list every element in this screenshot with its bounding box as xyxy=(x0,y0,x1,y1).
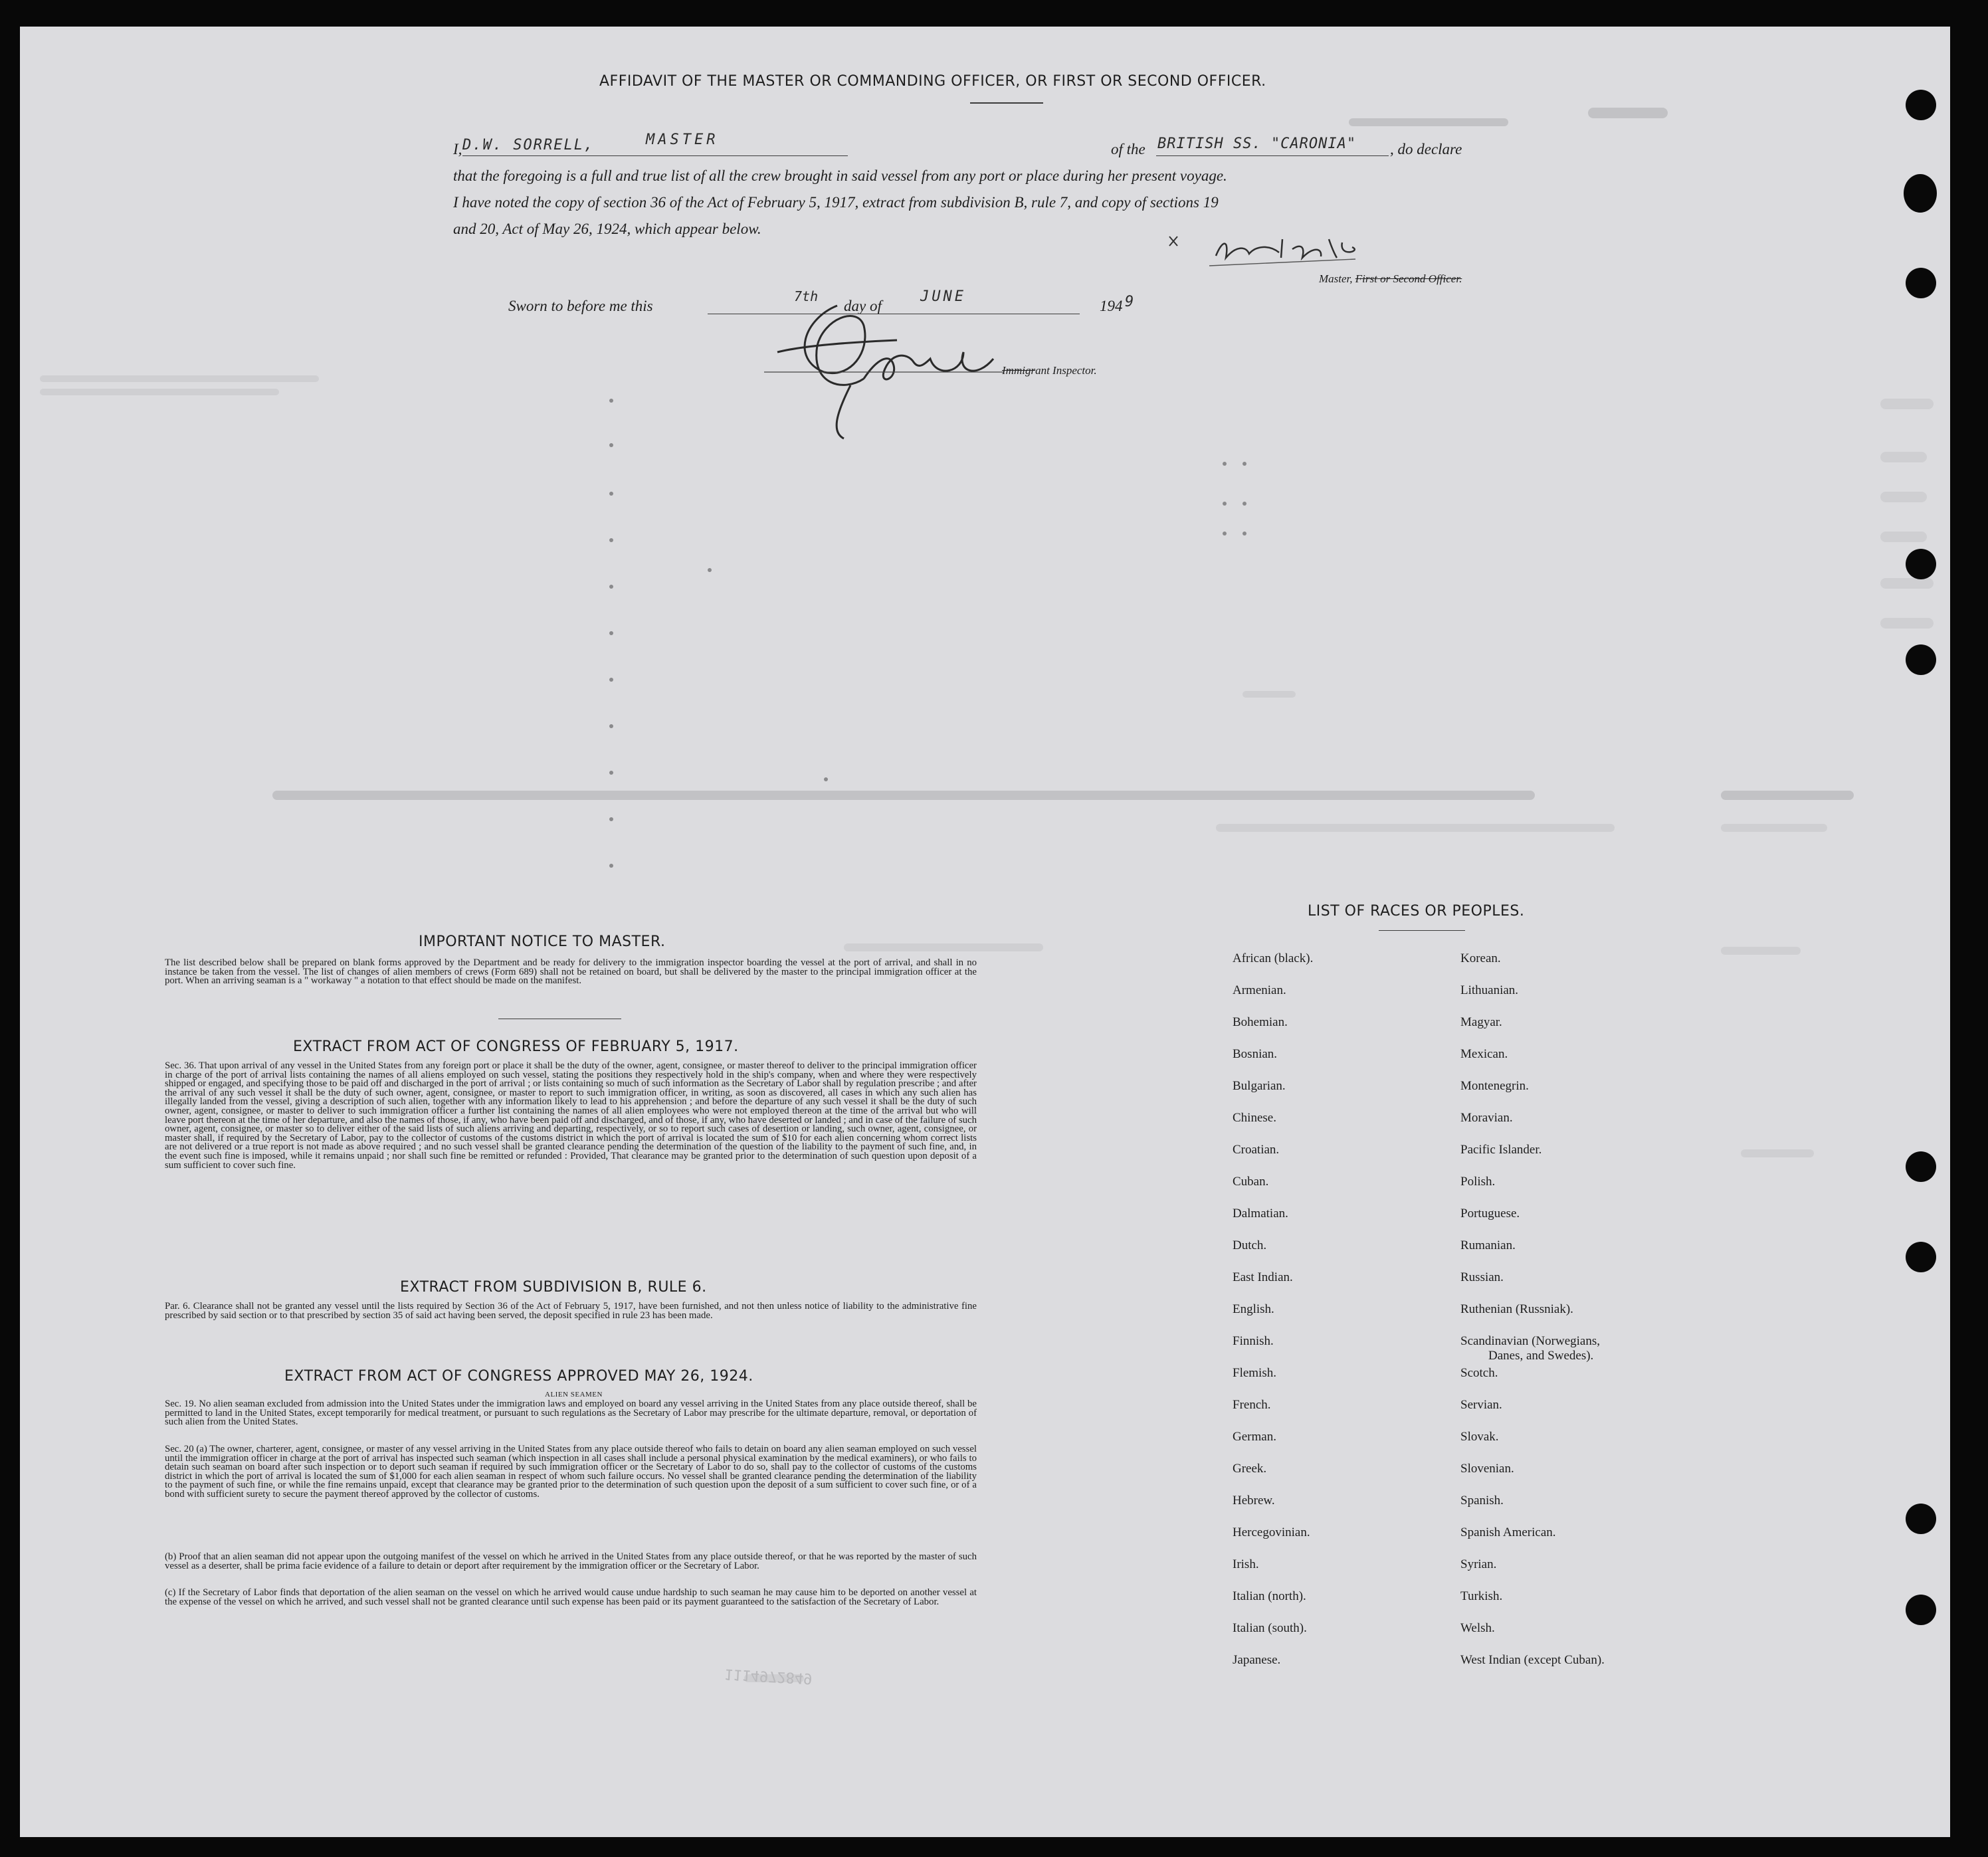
sworn-year-print: 194 xyxy=(1100,298,1123,314)
race-item: Dalmatian. xyxy=(1233,1207,1288,1221)
declaration-line-2: that the foregoing is a full and true list of all the crew brought in said vessel from any port or place during her present voyage. xyxy=(453,167,1227,184)
immigrant-struck: Immigr xyxy=(1002,364,1036,377)
alien-seamen-subtitle: ALIEN SEAMEN xyxy=(545,1391,603,1399)
race-item: Magyar. xyxy=(1460,1015,1502,1029)
race-item: Bosnian. xyxy=(1233,1047,1278,1061)
master-signature-caption xyxy=(1319,272,1462,286)
extract-1924-title: EXTRACT FROM ACT OF CONGRESS APPROVED MAY 26, 1924. xyxy=(284,1368,753,1385)
sworn-year-handwritten: 9 xyxy=(1125,294,1134,310)
race-item: Scandinavian (Norwegians, xyxy=(1460,1334,1600,1348)
race-item: Russian. xyxy=(1460,1270,1504,1284)
race-item: West Indian (except Cuban). xyxy=(1460,1653,1605,1667)
race-item: Chinese. xyxy=(1233,1111,1276,1125)
race-item: Bohemian. xyxy=(1233,1015,1288,1029)
race-item: Mexican. xyxy=(1460,1047,1508,1061)
races-title: LIST OF RACES OR PEOPLES. xyxy=(1308,903,1525,920)
name-underline xyxy=(462,155,848,156)
race-item: Spanish American. xyxy=(1460,1525,1556,1539)
race-item: Armenian. xyxy=(1233,983,1286,997)
race-item: German. xyxy=(1233,1430,1276,1444)
race-item: Irish. xyxy=(1233,1557,1259,1571)
master-name-handwritten: D.W. SORRELL, xyxy=(462,137,595,153)
race-item: Montenegrin. xyxy=(1460,1079,1529,1093)
sec-20a-text: Sec. 20 (a) The owner, charterer, agent, consignee, or master of any vessel arriving in the United States from any place outside thereof who fails to detain on board any alien seaman employed on such vessel until the immigration officer in charge at the port of arrival has inspected such seaman (which inspection in all cases shall include a personal physical examination by the medical examiners), or who fails to detain such seaman on board after such inspection or to deport such seaman if required by such immigration officer or the Secretary of Labor to do so, shall pay to the collector of customs of the customs district in which the port of arrival is located the sum of $1,000 for each alien seaman in respect of whom such failure occurs. No vessel shall be granted clearance pending the determination of the liability to the payment of such fine, or while the fine remains unpaid, except that clearance may be granted prior to the determination of such question upon the deposit of a sum sufficient to cover such fine, or of a bond with sufficient surety to secure the payment thereof approved by the collector of customs. xyxy=(165,1444,977,1500)
race-item: Italian (south). xyxy=(1233,1621,1307,1635)
race-item: Dutch. xyxy=(1233,1238,1267,1252)
race-item: French. xyxy=(1233,1398,1271,1412)
sworn-lead: Sworn to before me this xyxy=(508,298,653,314)
first-second-officer-struck: First or Second Officer. xyxy=(1355,272,1462,285)
sec-20b-text: (b) Proof that an alien seaman did not appear upon the outgoing manifest of the vessel on which he arrived in the United States from any place outside thereof, or that he was reported by the master of such vessel as a deserter, shall be prima facie evidence of a failure to detain or deport after requirement by the immigration officer or the Secretary of Labor. xyxy=(165,1551,977,1571)
race-item: Greek. xyxy=(1233,1462,1267,1476)
declaration-line-3: I have noted the copy of section 36 of the Act of February 5, 1917, extract from subdivision B, rule 7, and copy of sections 19 xyxy=(453,194,1219,211)
race-item: Croatian. xyxy=(1233,1143,1280,1157)
punch-hole-icon xyxy=(1906,1242,1936,1272)
races-divider xyxy=(1379,930,1465,931)
punch-hole-icon xyxy=(1906,1595,1936,1625)
sec-19-text: Sec. 19. No alien seaman excluded from admission into the United States under the immigration laws and employed on board any vessel arriving in the United States from any place outside thereof, shall be permitted to land in the United States, except temporarily for medical treatment, or pursuant to such regulations as the Secretary of Labor may prescribe for the ultimate departure, removal, or deportation of such alien from the United States. xyxy=(165,1399,977,1428)
punch-hole-icon xyxy=(1906,549,1936,579)
declaration-of-the: of the xyxy=(1111,141,1145,157)
declaration-lead: I, xyxy=(453,141,462,157)
race-item: Cuban. xyxy=(1233,1175,1269,1189)
title-underline xyxy=(970,102,1043,104)
affidavit-title: AFFIDAVIT OF THE MASTER OR COMMANDING OFFICER, OR FIRST OR SECOND OFFICER. xyxy=(599,73,1266,90)
race-item: Hercegovinian. xyxy=(1233,1525,1310,1539)
declaration-line-4: and 20, Act of May 26, 1924, which appear below. xyxy=(453,221,761,237)
faint-stamp-number: 1114972849 xyxy=(724,1665,813,1687)
sworn-day-word: day of xyxy=(844,298,882,314)
declaration-end: , do declare xyxy=(1390,141,1462,157)
vessel-handwritten: BRITISH SS. "CARONIA" xyxy=(1157,136,1357,152)
race-item: East Indian. xyxy=(1233,1270,1293,1284)
race-item: African (black). xyxy=(1233,951,1314,965)
race-item: Slovenian. xyxy=(1460,1462,1514,1476)
master-label: Master, xyxy=(1319,272,1353,285)
race-item: English. xyxy=(1233,1302,1274,1316)
race-item: Hebrew. xyxy=(1233,1494,1275,1508)
rule-6-text: Par. 6. Clearance shall not be granted any vessel until the lists required by Section 36 of the Act of February 5, 1917, have been furnished, and not then unless notice of liability to the administrative fine prescribed by said section or to that prescribed by section 35 of said act having been served, the deposit specified in rule 23 has been made. xyxy=(165,1301,977,1321)
inspector-label: ant Inspector. xyxy=(1035,364,1097,377)
punch-hole-icon xyxy=(1906,1504,1936,1534)
rule-6-title: EXTRACT FROM SUBDIVISION B, RULE 6. xyxy=(400,1279,707,1296)
race-item: Portuguese. xyxy=(1460,1207,1520,1221)
race-item: Spanish. xyxy=(1460,1494,1504,1508)
notice-text: The list described below shall be prepared on blank forms approved by the Department and be ready for delivery to the immigration inspector boarding the vessel at the port of arrival, and shall in no instance be taken from the vessel. The list of changes of alien members of crews (Form 689) shall not be retained on board, but shall be delivered by the master to the principal immigration officer at the port. When an arriving seaman is a " workaway " a notation to that effect should be made on the manifest. xyxy=(165,957,977,987)
race-item: Korean. xyxy=(1460,951,1501,965)
punch-hole-icon xyxy=(1906,268,1936,298)
punch-hole-icon xyxy=(1906,90,1936,120)
race-item: Italian (north). xyxy=(1233,1589,1306,1603)
sworn-day-handwritten: 7th xyxy=(794,288,819,304)
race-item: Scotch. xyxy=(1460,1366,1498,1380)
sec-20c-text: (c) If the Secretary of Labor finds that deportation of the alien seaman on the vessel on which he arrived would cause undue hardship to such seaman he may cause him to be deported on another vessel at the expense of the vessel on which he arrived, and such vessel shall not be granted clearance until such expense has been paid or its payment guaranteed to the satisfaction of the Secretary of Labor. xyxy=(165,1587,977,1607)
race-item: Finnish. xyxy=(1233,1334,1274,1348)
race-item: Flemish. xyxy=(1233,1366,1276,1380)
race-item: Pacific Islander. xyxy=(1460,1143,1542,1157)
vessel-underline xyxy=(1156,155,1389,156)
extract-1917-title: EXTRACT FROM ACT OF CONGRESS OF FEBRUARY 5, 1917. xyxy=(293,1038,739,1055)
punch-hole-icon xyxy=(1906,1151,1936,1182)
race-item: Rumanian. xyxy=(1460,1238,1516,1252)
race-item: Polish. xyxy=(1460,1175,1496,1189)
inspector-signature xyxy=(764,279,1017,452)
race-item: Moravian. xyxy=(1460,1111,1513,1125)
race-item: Slovak. xyxy=(1460,1430,1499,1444)
extract-1917-text: Sec. 36. That upon arrival of any vessel in the United States from any foreign port or place it shall be the duty of the owner, agent, consignee, or master thereof to deliver to the principal immigration officer in charge of the port of arrival lists containing the names of all aliens employed on such vessel, stating the positions they respectively hold in the ship's company, when and where they were respectively shipped or engaged, and specifying those to be paid off and discharged in the port of arrival ; or lists containing so much of such information as the Secretary of Labor shall by regulation prescribe ; and after the arrival of any such vessel it shall be the duty of such owner, agent, consignee, or master to report to such immigration officer, in writing, as soon as discovered, all cases in which any such alien has illegally landed from the vessel, giving a description of such alien, together with any information likely to lead to his apprehension ; and before the departure of any such vessel it shall be the duty of such owner, agent, consignee, or master to deliver to such immigration officer a further list containing the names of all alien employees who were not employed thereon at the time of the arrival but who will leave port thereon at the time of her departure, and also the names of those, if any, who have been paid off and discharged, and of those, if any, who have deserted or landed ; and in case of the failure of such owner, agent, consignee, or master so to deliver either of the said lists of such aliens arriving and departing, respectively, or so to report such cases of desertion or landing, such owner, agent, consignee, or master shall, if required by the Secretary of Labor, pay to the collector of customs of the customs district in which the port of arrival is located the sum of $10 for each alien concerning whom correct lists are not delivered or a true report is not made as above required ; and no such vessel shall be granted clearance pending the determination of the question of the liability to the payment of such fine, and, in the event such fine is imposed, while it remains unpaid ; nor shall such fine be remitted or refunded : Provided, That clearance may be granted prior to the determination of such question upon deposit of a sum sufficient to cover such fine. xyxy=(165,1060,977,1171)
notice-title: IMPORTANT NOTICE TO MASTER. xyxy=(419,933,666,950)
race-item: Bulgarian. xyxy=(1233,1079,1286,1093)
inspector-caption xyxy=(1002,364,1097,377)
race-item: Japanese. xyxy=(1233,1653,1281,1667)
race-item: Lithuanian. xyxy=(1460,983,1519,997)
rank-handwritten: MASTER xyxy=(646,132,719,148)
sworn-month-handwritten: JUNE xyxy=(920,288,966,305)
document-sheet xyxy=(20,27,1950,1837)
race-item: Servian. xyxy=(1460,1398,1502,1412)
punch-hole-icon xyxy=(1904,174,1937,213)
race-item: Syrian. xyxy=(1460,1557,1497,1571)
race-item: Welsh. xyxy=(1460,1621,1495,1635)
punch-hole-icon xyxy=(1906,644,1936,675)
race-item: Turkish. xyxy=(1460,1589,1503,1603)
race-item: Ruthenian (Russniak). xyxy=(1460,1302,1573,1316)
race-item-continuation: Danes, and Swedes). xyxy=(1488,1349,1594,1363)
